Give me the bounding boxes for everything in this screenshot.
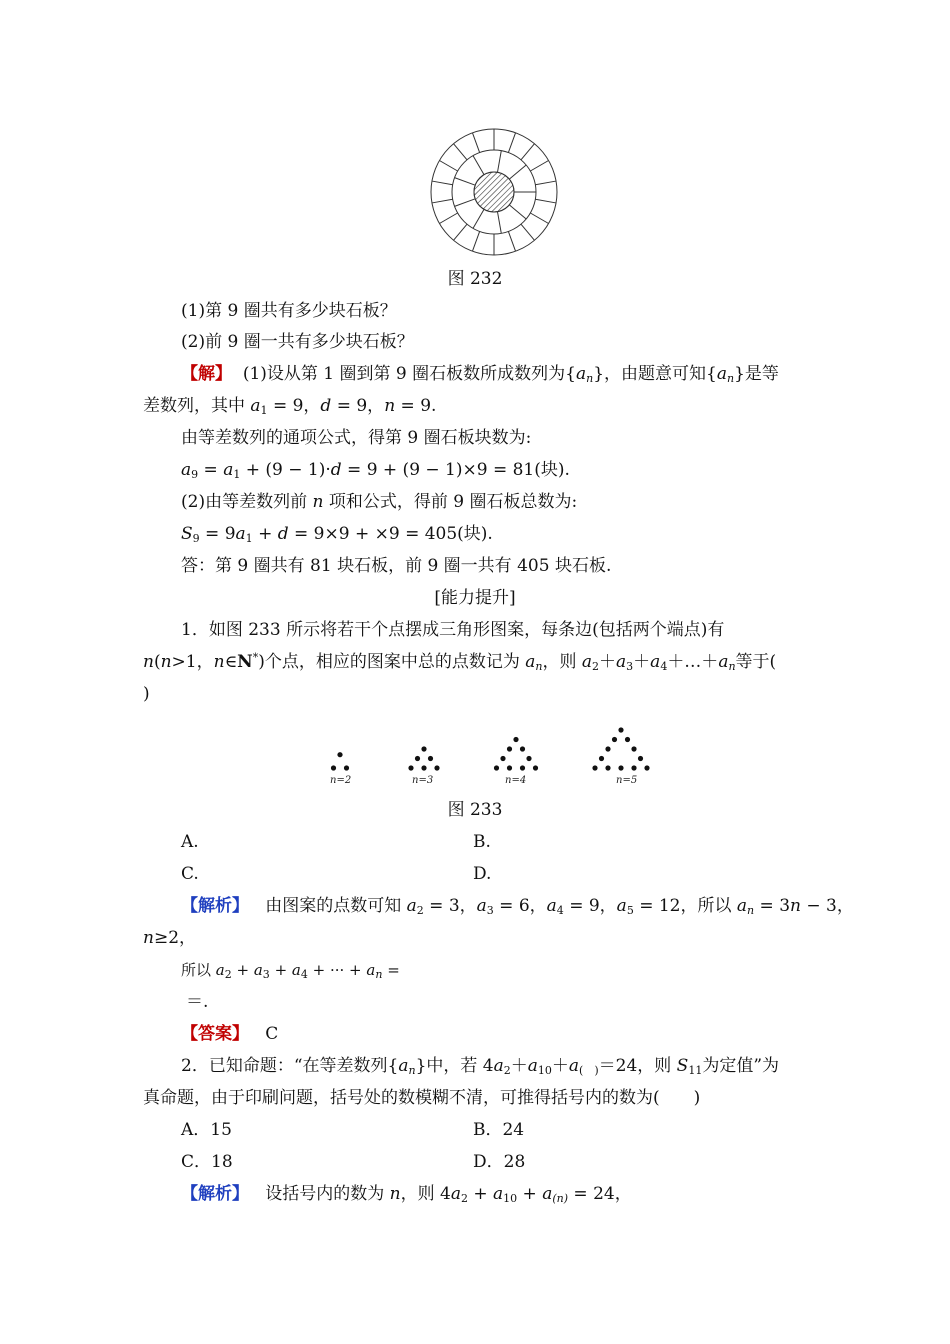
p2-option-c[interactable]: C．18 xyxy=(181,1152,233,1172)
ring-divider xyxy=(472,133,479,153)
p2-option-b[interactable]: B．24 xyxy=(473,1120,525,1140)
triangle-dot xyxy=(408,765,413,770)
triangle-dot xyxy=(421,765,426,770)
triangle-dot xyxy=(599,756,604,761)
triangle-dot xyxy=(507,746,512,751)
solution-line-3: 由等差数列的通项公式，得第 9 圈石板块数为: xyxy=(181,428,532,448)
triangle-dot xyxy=(421,746,426,751)
triangle-dot xyxy=(631,765,636,770)
p1-answer xyxy=(181,1023,278,1045)
p1-analysis-tag: 【解析】 xyxy=(181,896,249,916)
p1-option-d[interactable]: D. xyxy=(473,864,492,884)
question-1: (1)第 9 圈共有多少块石板？ xyxy=(181,301,397,321)
figure-232-rings xyxy=(429,127,559,257)
triangle-dot xyxy=(428,756,433,761)
solution-tag: 【解】 xyxy=(181,364,232,384)
ring-divider xyxy=(521,144,534,160)
ring-divider xyxy=(432,199,453,203)
ring-divider xyxy=(439,161,457,172)
triangle-dot xyxy=(494,765,499,770)
ring-divider xyxy=(432,181,453,185)
triangle-dot xyxy=(618,727,623,732)
p1-option-a[interactable]: A. xyxy=(181,832,199,852)
ring-divider xyxy=(473,156,484,175)
p2-option-d[interactable]: D．28 xyxy=(473,1152,526,1172)
problem-1-line-3: ) xyxy=(143,684,150,704)
triangle-dot xyxy=(507,765,512,770)
ring-divider xyxy=(508,231,515,251)
triangle-dot xyxy=(644,765,649,770)
figure-233-triangles xyxy=(316,710,676,790)
triangle-dot xyxy=(638,756,643,761)
triangle-dot xyxy=(520,746,525,751)
triangle-dot xyxy=(533,765,538,770)
solution-line-5: (2)由等差数列前 n 项和公式，得前 9 圈石板总数为: xyxy=(181,492,578,512)
label-n4: n=4 xyxy=(505,775,527,786)
figure-232-caption: 图 232 xyxy=(447,269,503,289)
ring-divider xyxy=(508,133,515,153)
question-2: (2)前 9 圈一共有多少块石板？ xyxy=(181,332,414,352)
ring-divider xyxy=(455,178,476,186)
p1-option-b[interactable]: B. xyxy=(473,832,491,852)
triangle-dot xyxy=(631,746,636,751)
triangle-dot xyxy=(415,756,420,761)
ring-divider xyxy=(497,151,501,173)
ring-divider xyxy=(439,213,457,224)
solution-line-2: 差数列，其中 $a_1 = 9$，d = 9，n = 9. xyxy=(143,396,437,417)
p1-analysis-line-3: 所以 $a_2 + a_3 + a_4$ + ··· + $a_n$ = xyxy=(181,961,400,981)
problem-2-line-1: 2．已知命题：“在等差数列$\{a_n\}$中，若 $4a_2+a_{10}+a_{( )}=24$，则 $S_{11}$为定值”为 xyxy=(181,1056,780,1077)
triangle-dot xyxy=(337,752,342,757)
ring-divider xyxy=(530,161,548,172)
ring-divider xyxy=(473,209,484,228)
ring-divider xyxy=(472,231,479,251)
triangle-dot xyxy=(331,765,336,770)
ring-divider xyxy=(535,181,556,185)
triangle-dot xyxy=(520,765,525,770)
solution-answer: 答：第 9 圈共有 81 块石板，前 9 圈一共有 405 块石板. xyxy=(181,556,612,576)
p1-analysis-line-1: 【解析】 由图案的点数可知 $a_2 = 3$，$a_3 = 6$，$a_4 = 9$，$a_5 = 12$，所以 $a_n = 3n - 3$， xyxy=(181,896,854,917)
triangle-dot xyxy=(592,765,597,770)
label-n3: n=3 xyxy=(412,775,434,786)
triangle-dot xyxy=(618,765,623,770)
triangle-dot xyxy=(605,746,610,751)
p1-answer-tag: 【答案】 xyxy=(181,1024,249,1044)
triangle-dot xyxy=(625,737,630,742)
triangle-dot xyxy=(513,737,518,742)
problem-2-line-2: 真命题，由于印刷问题，括号处的数模糊不清，可推得括号内的数为( ) xyxy=(143,1088,701,1108)
label-n5: n=5 xyxy=(616,775,638,786)
solution-line-1: 【解】 (1)设从第 1 圈到第 9 圈石板数所成数列为$\{a_n\}$，由题意可知$\{a_n\}$是等 xyxy=(181,364,779,385)
p2-analysis-line: 【解析】 设括号内的数为 n，则 $4a_2 + a_{10} + a_{(n)} = 24$， xyxy=(181,1184,632,1205)
solution-line-6: $S_9 = 9a_1 + d = 9\times 9 + \times 9 = 405$(块). xyxy=(181,524,493,545)
ring-divider xyxy=(454,144,467,160)
triangle-dot xyxy=(605,765,610,770)
triangle-dot xyxy=(612,737,617,742)
ring-divider xyxy=(509,205,526,219)
ring-divider xyxy=(509,165,526,179)
p1-analysis-line-2: n≥2， xyxy=(143,928,197,948)
ring-divider xyxy=(455,199,476,207)
triangle-dot xyxy=(500,756,505,761)
triangle-dot xyxy=(434,765,439,770)
section-title: [能力提升] xyxy=(434,588,516,608)
triangle-dot xyxy=(344,765,349,770)
p2-analysis-tag: 【解析】 xyxy=(181,1184,249,1204)
p1-answer-value: C xyxy=(265,1024,279,1044)
problem-1-line-2: n(n>1，n∈N*)个点，相应的图案中总的点数记为 $a_n$，则 $a_2+a_3+a_4+\dots+a_n$等于( xyxy=(143,651,777,673)
ring-divider xyxy=(521,224,534,240)
ring-divider xyxy=(454,224,467,240)
ring-divider xyxy=(497,212,501,234)
triangle-dot xyxy=(526,756,531,761)
p1-analysis-line-4: ＝. xyxy=(186,992,209,1012)
p2-option-a[interactable]: A．15 xyxy=(181,1120,232,1140)
label-n2: n=2 xyxy=(330,775,352,786)
ring-divider xyxy=(530,213,548,224)
solution-line-4: $a_9 = a_1 + (9 - 1)\cdot d = 9 + (9 - 1)\times 9 = 81$(块). xyxy=(181,460,570,481)
figure-233-caption: 图 233 xyxy=(447,800,503,820)
problem-1-line-1: 1．如图 233 所示将若干个点摆成三角形图案，每条边(包括两个端点)有 xyxy=(181,620,725,640)
p1-option-c[interactable]: C. xyxy=(181,864,199,884)
ring-divider xyxy=(535,199,556,203)
